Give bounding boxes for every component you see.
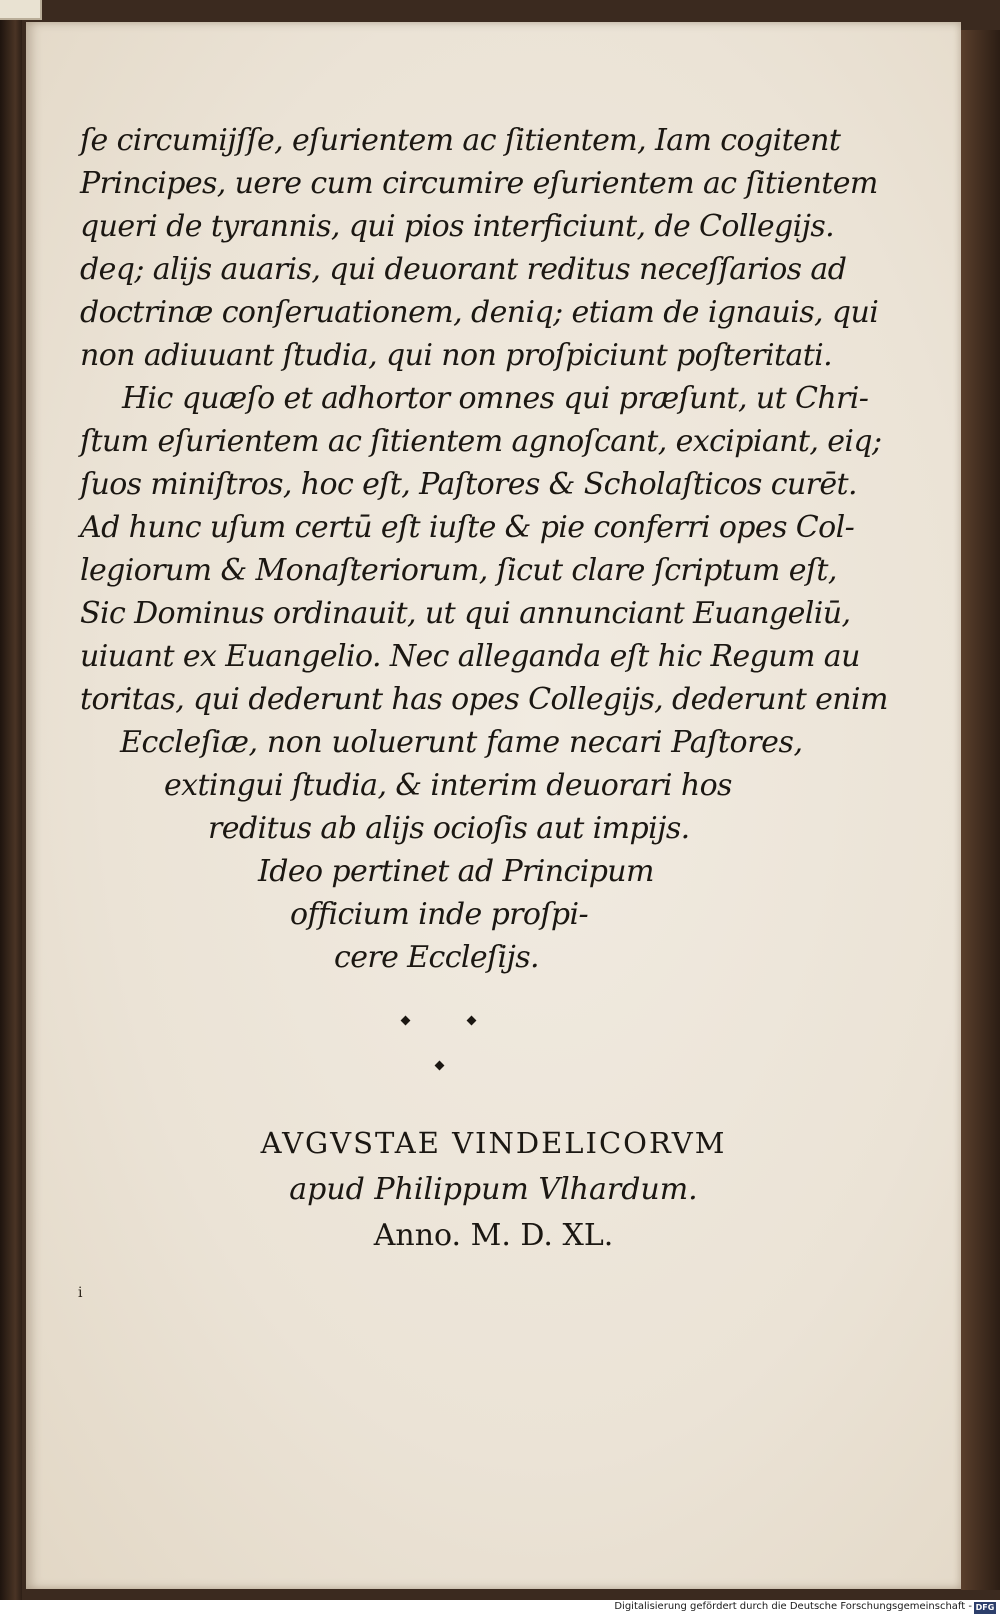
page-edge (961, 30, 1000, 1590)
taper-line-3: reditus ab alijs ocioſis aut impijs. (208, 811, 690, 846)
colophon-printer: apud Philippum Vlhardum. (289, 1172, 698, 1207)
body-line-6: non adiuuant ſtudia, qui non proſpiciunt poſteritati. (80, 338, 833, 373)
body-line-3: queri de tyrannis, qui pios interficiunt, de Collegijs. (80, 209, 835, 244)
body-line-9: ſuos miniſtros, hoc eſt, Paſtores & Scholaſticos curēt. (80, 467, 857, 502)
body-line-1: ſe circumijſſe, eſurientem ac ſitientem, Iam cogitent (80, 123, 841, 158)
taper-line-4: Ideo pertinet ad Principum (258, 854, 654, 889)
body-line-13: uiuant ex Euangelio. Nec alleganda eſt hic Regum au (80, 639, 860, 674)
signature-mark: i (78, 1285, 83, 1301)
body-line-4: deq; alijs auaris, qui deuorant reditus neceſſarios ad (80, 252, 847, 287)
taper-line-1: Eccleſiæ, non uoluerunt fame necari Paſtores, (120, 725, 803, 760)
taper-line-5: officium inde proſpi- (290, 897, 589, 932)
colophon-city: AVGVSTAE VINDELICORVM (260, 1126, 727, 1160)
page-corner (0, 0, 42, 20)
dfg-logo-icon: DFG (975, 1603, 995, 1612)
taper-line-2: extingui ſtudia, & interim deuorari hos (164, 768, 732, 803)
body-line-11: legiorum & Monaſteriorum, ſicut clare ſcriptum eſt, (80, 553, 837, 588)
body-line-2: Principes, uere cum circumire eſurientem ac ſitientem (80, 166, 878, 201)
body-line-12: Sic Dominus ordinauit, ut qui annunciant Euangeliū, (80, 596, 851, 631)
body-line-5: doctrinæ conſeruationem, deniq; etiam de ignauis, qui (80, 295, 879, 330)
body-line-7: Hic quæſo et adhortor omnes qui præſunt, ut Chri- (122, 381, 869, 416)
colophon-year: Anno. M. D. XL. (373, 1218, 614, 1253)
body-line-8: ſtum eſurientem ac ſitientem agnoſcant, excipiant, eiq; (80, 424, 882, 459)
footer-credit: Digitalisierung gefördert durch die Deutsche Forschungsgemeinschaft - (614, 1601, 972, 1612)
body-line-10: Ad hunc uſum certū eſt iuſte & pie conferri opes Col- (80, 510, 855, 545)
book-binding (0, 0, 22, 1600)
taper-line-6: cere Eccleſijs. (334, 940, 539, 975)
body-line-14: toritas, qui dederunt has opes Collegijs, dederunt enim (80, 682, 888, 717)
